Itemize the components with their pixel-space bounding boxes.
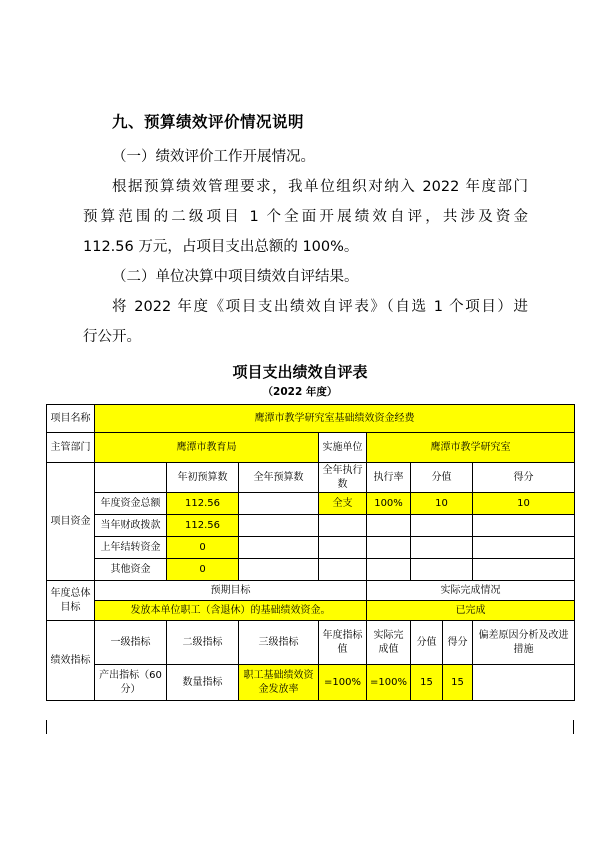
project-name-value: 鹰潭市教学研究室基础绩效资金经费 (95, 405, 575, 433)
table-continuation-right (573, 720, 574, 734)
goal-value-row (47, 601, 575, 621)
indicator-row (47, 665, 575, 701)
funds-row-label: 年度资金总额 (95, 493, 167, 515)
project-name-label: 项目名称 (47, 405, 95, 433)
funds-annual-value (239, 515, 319, 537)
exec-unit-value: 鹰潭市教学研究室 (367, 433, 575, 463)
funds-annual-value (239, 493, 319, 515)
funds-score-value (473, 559, 575, 581)
paragraph-1-line-2: 预算范围的二级项目 1 个全面开展绩效自评，共涉及资金 (83, 209, 528, 225)
indicator-header-level2: 二级指标 (167, 621, 239, 665)
funds-weight-value: 10 (411, 493, 473, 515)
funds-score-value (473, 537, 575, 559)
funds-executed-value (319, 515, 367, 537)
indicator-header-target: 年度指标值 (319, 621, 367, 665)
funds-header-initial: 年初预算数 (167, 463, 239, 493)
indicator-header-level1: 一级指标 (95, 621, 167, 665)
indicator-header-row (47, 621, 575, 665)
funds-score-value: 10 (473, 493, 575, 515)
dept-value: 鹰潭市教育局 (95, 433, 319, 463)
goal-label: 年度总体目标 (47, 581, 95, 621)
indicator-header-reason: 偏差原因分析及改进措施 (473, 621, 575, 665)
table-continuation-left (46, 720, 47, 734)
sub-heading-1-text: （一）绩效评价工作开展情况。 (112, 149, 315, 165)
paragraph-1-line-1: 根据预算绩效管理要求，我单位组织对纳入 2022 年度部门 (112, 179, 528, 195)
table-year: （2022 年度） (262, 386, 338, 398)
funds-header-annual: 全年预算数 (239, 463, 319, 493)
funds-header-row (47, 463, 575, 493)
indicator-target: =100% (319, 665, 367, 701)
paragraph-1-line-3: 112.56 万元，占项目支出总额的 100%。 (83, 239, 359, 255)
funds-initial-value: 0 (167, 537, 239, 559)
funds-executed-value (319, 559, 367, 581)
table-title: 项目支出绩效自评表 (232, 363, 368, 381)
funds-header-score: 得分 (473, 463, 575, 493)
indicator-score: 15 (443, 665, 473, 701)
funds-score-value (473, 515, 575, 537)
exec-unit-label: 实施单位 (319, 433, 367, 463)
indicator-level2: 数量指标 (167, 665, 239, 701)
funds-executed-value: 全支 (319, 493, 367, 515)
funds-header-weight: 分值 (411, 463, 473, 493)
indicator-level1: 产出指标（60 分） (95, 665, 167, 701)
indicator-weight: 15 (411, 665, 443, 701)
funds-row-label: 其他资金 (95, 559, 167, 581)
funds-row-other (47, 559, 575, 581)
indicator-header-weight: 分值 (411, 621, 443, 665)
indicator-header-score: 得分 (443, 621, 473, 665)
funds-row-total (47, 493, 575, 515)
goal-expected-value: 发放本单位职工（含退休）的基础绩效资金。 (95, 601, 367, 621)
indicators-label: 绩效指标 (47, 621, 95, 701)
funds-rate-value (367, 559, 411, 581)
indicator-actual: =100% (367, 665, 411, 701)
goal-actual-value: 已完成 (367, 601, 575, 621)
funds-header-executed: 全年执行数 (319, 463, 367, 493)
indicator-level3: 职工基础绩效资金发放率 (239, 665, 319, 701)
sub-heading-2-text: （二）单位决算中项目绩效自评结果。 (112, 269, 359, 285)
section-heading: 九、预算绩效评价情况说明 (112, 113, 305, 131)
performance-table (46, 404, 575, 701)
sub-heading-2 (83, 262, 528, 292)
funds-rate-value: 100% (367, 493, 411, 515)
funds-header-rate: 执行率 (367, 463, 411, 493)
goal-expected-header: 预期目标 (95, 581, 367, 601)
paragraph-2-line-2: 行公开。 (83, 329, 141, 345)
funds-initial-value: 112.56 (167, 493, 239, 515)
dept-row (47, 433, 575, 463)
funds-annual-value (239, 537, 319, 559)
sub-heading-1 (83, 142, 528, 172)
paragraph-2-line-1: 将 2022 年度《项目支出绩效自评表》（自选 1 个项目）进 (112, 299, 528, 315)
funds-initial-value: 112.56 (167, 515, 239, 537)
indicator-header-level3: 三级指标 (239, 621, 319, 665)
funds-rate-value (367, 537, 411, 559)
funds-row-fiscal (47, 515, 575, 537)
funds-row-carryover (47, 537, 575, 559)
funds-weight-value (411, 515, 473, 537)
funds-annual-value (239, 559, 319, 581)
goal-actual-header: 实际完成情况 (367, 581, 575, 601)
project-name-row (47, 405, 575, 433)
indicator-header-actual: 实际完成值 (367, 621, 411, 665)
funds-weight-value (411, 537, 473, 559)
funds-row-label: 当年财政拨款 (95, 515, 167, 537)
funds-row-label: 上年结转资金 (95, 537, 167, 559)
funds-header-blank (95, 463, 167, 493)
funds-weight-value (411, 559, 473, 581)
paragraph-1 (83, 172, 528, 262)
goal-header-row (47, 581, 575, 601)
funds-executed-value (319, 537, 367, 559)
funds-label: 项目资金 (47, 463, 95, 581)
funds-initial-value: 0 (167, 559, 239, 581)
funds-rate-value (367, 515, 411, 537)
paragraph-2 (83, 292, 528, 352)
dept-label: 主管部门 (47, 433, 95, 463)
indicator-reason (473, 665, 575, 701)
